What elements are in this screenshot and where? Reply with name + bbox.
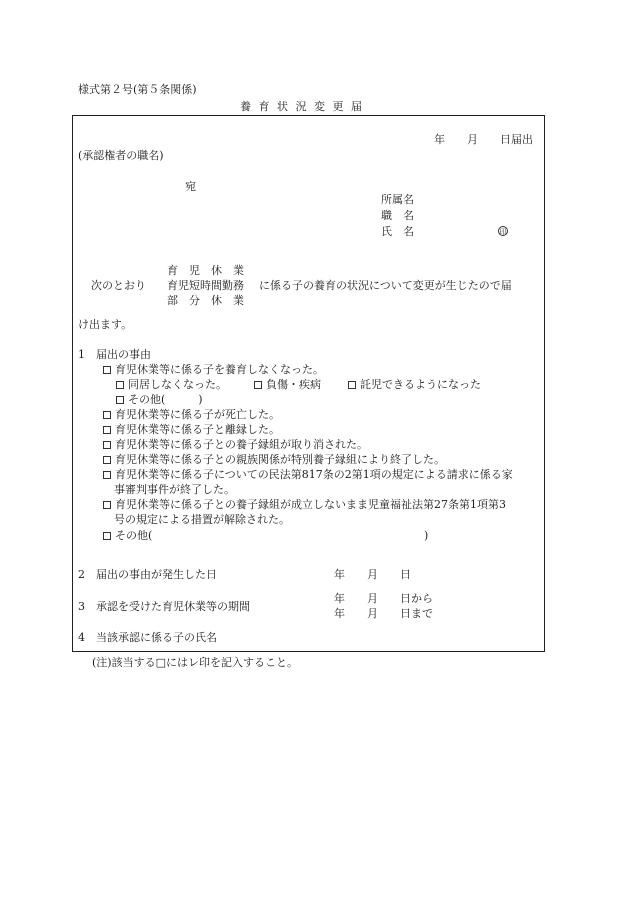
- checkbox[interactable]: [103, 532, 111, 540]
- checkbox[interactable]: [254, 381, 262, 389]
- reason-dissolved-adoption[interactable]: 育児休業等に係る子と離縁した。: [103, 423, 280, 436]
- checkbox[interactable]: [103, 471, 111, 479]
- sub-option-other[interactable]: その他( ): [116, 393, 203, 406]
- sub-option-childcare-available[interactable]: 託児できるようになった: [348, 378, 481, 391]
- checkbox[interactable]: [348, 381, 356, 389]
- reason-family-court-case[interactable]: 育児休業等に係る子についての民法第817条の2第1項の規定による請求に係る家: [103, 468, 513, 481]
- position-label: 職 名: [381, 209, 414, 222]
- section4-label: 4 当該承認に係る子の氏名: [78, 631, 217, 644]
- submission-date[interactable]: 年 月 日届出: [434, 133, 533, 146]
- reason-family-court-case-cont: 事審判事件が終了した。: [114, 483, 235, 496]
- reason-child-died[interactable]: 育児休業等に係る子が死亡した。: [103, 408, 280, 421]
- intro-tail: に係る子の養育の状況について変更が生じたので届: [259, 279, 512, 292]
- leave-type-partial[interactable]: 部 分 休 業: [167, 294, 244, 307]
- sub-option-injury-illness[interactable]: 負傷・疾病: [254, 378, 321, 391]
- intro-lead: 次のとおり: [91, 279, 146, 292]
- checkbox[interactable]: [103, 426, 111, 434]
- checkbox[interactable]: [103, 366, 111, 374]
- checkbox[interactable]: [103, 456, 111, 464]
- leave-type-childcare[interactable]: 育 児 休 業: [167, 264, 244, 277]
- reason-welfare-measure-cont: 号の規定による措置が解除された。: [114, 513, 290, 526]
- footnote: (注)該当する□にはレ印を記入すること。: [92, 656, 298, 669]
- section1-heading: 1 届出の事由: [78, 348, 151, 361]
- form-number-label: 様式第２号(第５条関係): [78, 83, 197, 96]
- reason-other[interactable]: その他(: [103, 529, 152, 542]
- approver-title: (承認権者の職名): [78, 149, 164, 162]
- addressee-suffix: 宛: [185, 180, 196, 193]
- seal-mark: 印: [499, 228, 507, 236]
- sub-option-not-cohabiting[interactable]: 同居しなくなった。: [116, 378, 227, 391]
- section3-label: 3 承認を受けた育児休業等の期間: [78, 600, 250, 613]
- checkbox[interactable]: [116, 396, 124, 404]
- checkbox[interactable]: [103, 441, 111, 449]
- intro-continuation: け出ます。: [78, 318, 133, 331]
- reason-other-close: ): [424, 529, 429, 542]
- leave-type-short-hours[interactable]: 育児短時間勤務: [167, 279, 244, 292]
- reason-no-longer-raising[interactable]: 育児休業等に係る子を養育しなくなった。: [103, 363, 324, 376]
- checkbox[interactable]: [103, 411, 111, 419]
- reason-adoption-cancelled[interactable]: 育児休業等に係る子との養子縁組が取り消された。: [103, 438, 368, 451]
- reason-special-adoption[interactable]: 育児休業等に係る子との親族関係が特別養子縁組により終了した。: [103, 453, 445, 466]
- checkbox[interactable]: [116, 381, 124, 389]
- section2-label: 2 届出の事由が発生した日: [78, 568, 217, 581]
- reason-welfare-measure[interactable]: 育児休業等に係る子との養子縁組が成立しないまま児童福祉法第27条第1項第3: [103, 498, 506, 511]
- period-from[interactable]: 年 月 日から: [334, 592, 433, 605]
- period-to[interactable]: 年 月 日まで: [334, 607, 433, 620]
- form-title: 養 育 状 況 変 更 届: [240, 100, 364, 113]
- checkbox[interactable]: [103, 501, 111, 509]
- name-label: 氏 名: [381, 225, 414, 238]
- department-label: 所属名: [381, 193, 414, 206]
- occurrence-date[interactable]: 年 月 日: [334, 568, 411, 581]
